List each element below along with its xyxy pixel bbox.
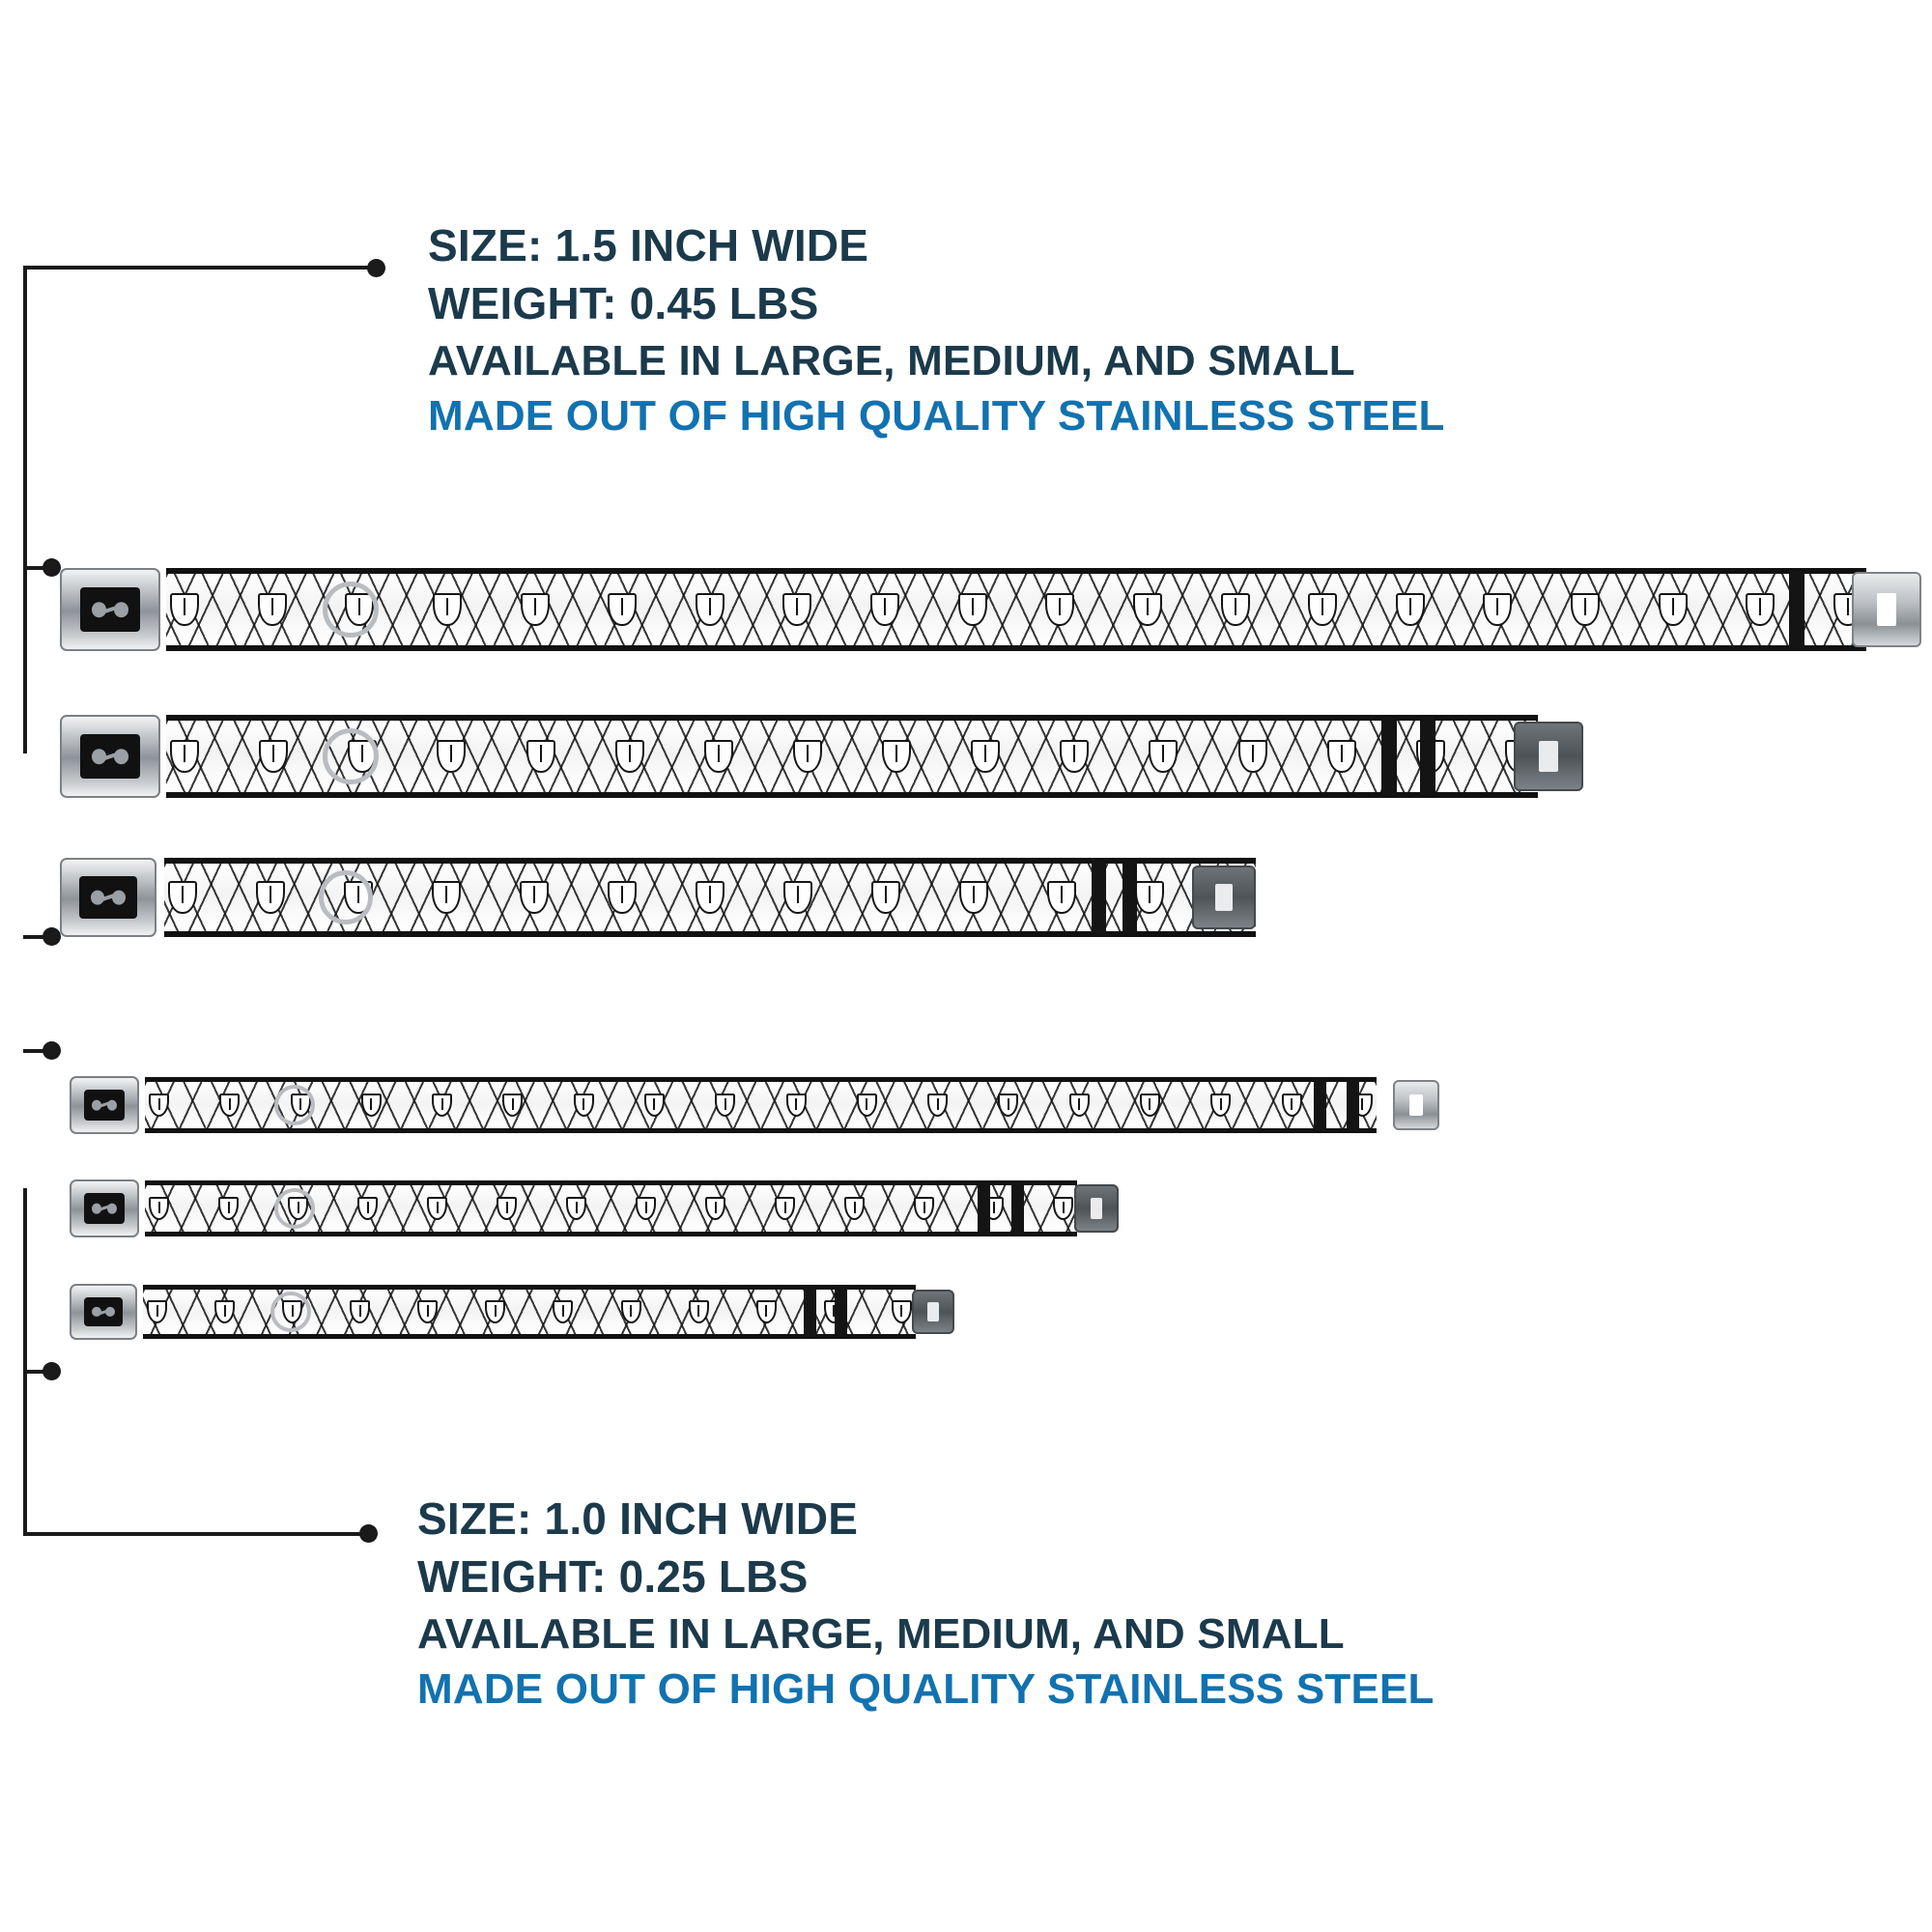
seatbelt-buckle	[70, 1284, 137, 1340]
shield-icon	[704, 740, 733, 773]
tip-hole	[1215, 884, 1234, 912]
top-leader-horizontal-callout	[23, 266, 381, 270]
shield-icon	[715, 1094, 735, 1117]
buckle-face	[84, 1193, 125, 1223]
shield-icon	[149, 1094, 169, 1117]
strap-webbing	[143, 1285, 916, 1339]
shield-icon	[417, 1300, 438, 1323]
shield-icon	[502, 1094, 523, 1117]
shield-icon	[520, 881, 549, 914]
shield-icon	[214, 1300, 235, 1323]
shield-icon	[1053, 1197, 1073, 1220]
spec-block-narrow	[417, 1491, 1435, 1717]
metal-tip-plate	[1393, 1080, 1439, 1130]
metal-tip-plate	[912, 1290, 954, 1334]
shield-icon	[857, 1094, 877, 1117]
keeper-slider	[1347, 1079, 1359, 1131]
collar-wide-large	[60, 568, 1900, 651]
shield-icon	[437, 740, 466, 773]
shield-row	[166, 574, 1866, 645]
shield-icon	[615, 740, 644, 773]
shield-icon	[1238, 740, 1267, 773]
metal-tip-plate	[1192, 866, 1256, 929]
spec-size-narrow: SIZE: 1.0 INCH WIDE	[417, 1493, 859, 1544]
collar-narrow-medium	[70, 1180, 1084, 1236]
shield-icon	[621, 1300, 641, 1323]
shield-icon	[870, 593, 899, 626]
d-ring	[323, 582, 379, 638]
collar-wide-small	[60, 858, 1282, 937]
shield-icon	[526, 740, 555, 773]
shield-icon	[1746, 593, 1775, 626]
metal-tip-plate	[1514, 722, 1583, 791]
shield-icon	[168, 881, 197, 914]
d-ring	[323, 728, 379, 784]
top-callout-dot	[367, 259, 385, 277]
shield-icon	[783, 881, 812, 914]
shield-icon	[1396, 593, 1425, 626]
shield-icon	[959, 881, 988, 914]
shield-icon	[1327, 740, 1356, 773]
top-bracket-dot-upper	[43, 558, 61, 577]
buckle-face	[80, 587, 140, 632]
shield-icon	[1483, 593, 1512, 626]
keeper-slider	[1314, 1079, 1326, 1131]
shield-icon	[219, 1094, 240, 1117]
shield-icon	[1571, 593, 1600, 626]
shield-icon	[1308, 593, 1337, 626]
shield-icon	[357, 1197, 378, 1220]
collar-narrow-large	[70, 1077, 1398, 1133]
seatbelt-buckle	[60, 715, 160, 798]
bone-icon	[92, 1307, 116, 1317]
collar-narrow-small	[70, 1285, 920, 1339]
buckle-face	[84, 1297, 124, 1326]
spec-block-wide	[428, 217, 1445, 443]
tip-hole	[1409, 1094, 1422, 1116]
bottom-leader-horizontal-callout	[23, 1532, 371, 1536]
shield-icon	[361, 1094, 382, 1117]
d-ring	[274, 1188, 315, 1229]
keeper-slider	[1381, 718, 1397, 795]
top-leader-vertical	[23, 266, 27, 753]
shield-icon	[1659, 593, 1688, 626]
d-ring	[270, 1292, 311, 1332]
shield-icon	[170, 593, 199, 626]
shield-icon	[553, 1300, 573, 1323]
shield-icon	[871, 881, 900, 914]
spec-weight-wide: WEIGHT: 0.45 LBS	[428, 277, 819, 328]
shield-icon	[927, 1094, 948, 1117]
shield-icon	[756, 1300, 777, 1323]
seatbelt-buckle	[60, 858, 156, 937]
shield-icon	[1045, 593, 1074, 626]
shield-icon	[1221, 593, 1250, 626]
shield-icon	[892, 1300, 912, 1323]
shield-icon	[914, 1197, 934, 1220]
keeper-slider	[1122, 861, 1137, 934]
spec-material-narrow: MADE OUT OF HIGH QUALITY STAINLESS STEEL	[417, 1664, 1435, 1713]
shield-icon	[1133, 593, 1162, 626]
tip-hole	[1877, 593, 1896, 626]
d-ring	[319, 870, 373, 924]
shield-icon	[844, 1197, 865, 1220]
shield-icon	[170, 740, 199, 773]
d-ring	[274, 1085, 315, 1125]
shield-icon	[258, 593, 287, 626]
strap-webbing	[145, 1077, 1377, 1133]
shield-icon	[256, 881, 285, 914]
shield-icon	[521, 593, 550, 626]
shield-icon	[149, 1197, 169, 1220]
top-bracket-dot-lower	[43, 927, 61, 946]
keeper-slider	[804, 1287, 816, 1337]
keeper-slider	[1011, 1182, 1024, 1235]
shield-icon	[485, 1300, 505, 1323]
shield-icon	[696, 881, 724, 914]
shield-icon	[427, 1197, 447, 1220]
keeper-slider	[978, 1182, 990, 1235]
shield-icon	[147, 1300, 167, 1323]
shield-icon	[644, 1094, 665, 1117]
shield-icon	[432, 1094, 452, 1117]
shield-icon	[971, 740, 1000, 773]
bottom-bracket-dot-upper	[43, 1041, 61, 1060]
shield-icon	[689, 1300, 709, 1323]
shield-icon	[432, 881, 461, 914]
shield-icon	[1060, 740, 1089, 773]
bone-icon	[92, 1204, 116, 1214]
shield-icon	[1047, 881, 1076, 914]
spec-material-wide: MADE OUT OF HIGH QUALITY STAINLESS STEEL	[428, 391, 1445, 440]
shield-icon	[433, 593, 462, 626]
shield-icon	[958, 593, 987, 626]
shield-icon	[882, 740, 911, 773]
spec-weight-narrow: WEIGHT: 0.25 LBS	[417, 1550, 809, 1602]
shield-icon	[1210, 1094, 1231, 1117]
buckle-face	[79, 876, 137, 919]
shield-icon	[1135, 881, 1164, 914]
strap-webbing	[166, 568, 1866, 651]
keeper-slider	[1789, 571, 1804, 648]
metal-tip-plate	[1074, 1184, 1119, 1233]
seatbelt-buckle	[70, 1076, 139, 1134]
bottom-callout-dot	[359, 1524, 378, 1543]
shield-icon	[574, 1094, 594, 1117]
keeper-slider	[835, 1287, 847, 1337]
shield-icon	[1069, 1094, 1090, 1117]
tip-hole	[927, 1302, 939, 1321]
shield-row	[143, 1290, 916, 1334]
shield-icon	[1149, 740, 1178, 773]
spec-size-wide: SIZE: 1.5 INCH WIDE	[428, 220, 869, 270]
shield-icon	[998, 1094, 1018, 1117]
shield-icon	[497, 1197, 517, 1220]
shield-icon	[793, 740, 822, 773]
keeper-slider	[1092, 861, 1106, 934]
spec-available-wide: AVAILABLE IN LARGE, MEDIUM, AND SMALL	[428, 336, 1355, 384]
shield-icon	[1282, 1094, 1302, 1117]
shield-icon	[259, 740, 288, 773]
shield-icon	[786, 1094, 807, 1117]
shield-icon	[636, 1197, 656, 1220]
shield-row	[145, 1082, 1377, 1128]
buckle-face	[80, 734, 140, 779]
spec-available-narrow: AVAILABLE IN LARGE, MEDIUM, AND SMALL	[417, 1609, 1345, 1658]
bone-icon	[92, 602, 128, 617]
bottom-bracket-dot-lower	[43, 1362, 61, 1380]
buckle-face	[84, 1090, 125, 1120]
shield-icon	[782, 593, 811, 626]
shield-icon	[608, 881, 637, 914]
shield-icon	[218, 1197, 239, 1220]
collar-wide-medium	[60, 715, 1567, 798]
shield-icon	[705, 1197, 725, 1220]
bone-icon	[92, 749, 128, 764]
keeper-slider	[1420, 718, 1435, 795]
bottom-leader-vertical	[23, 1188, 27, 1536]
shield-icon	[696, 593, 724, 626]
seatbelt-buckle	[70, 1179, 139, 1237]
bone-icon	[91, 891, 126, 905]
metal-tip-plate	[1852, 572, 1921, 647]
seatbelt-buckle	[60, 568, 160, 651]
bone-icon	[92, 1100, 116, 1111]
shield-icon	[775, 1197, 795, 1220]
tip-hole	[1091, 1198, 1103, 1218]
shield-icon	[608, 593, 637, 626]
shield-icon	[1140, 1094, 1160, 1117]
tip-hole	[1539, 741, 1558, 771]
shield-icon	[350, 1300, 370, 1323]
shield-icon	[566, 1197, 586, 1220]
